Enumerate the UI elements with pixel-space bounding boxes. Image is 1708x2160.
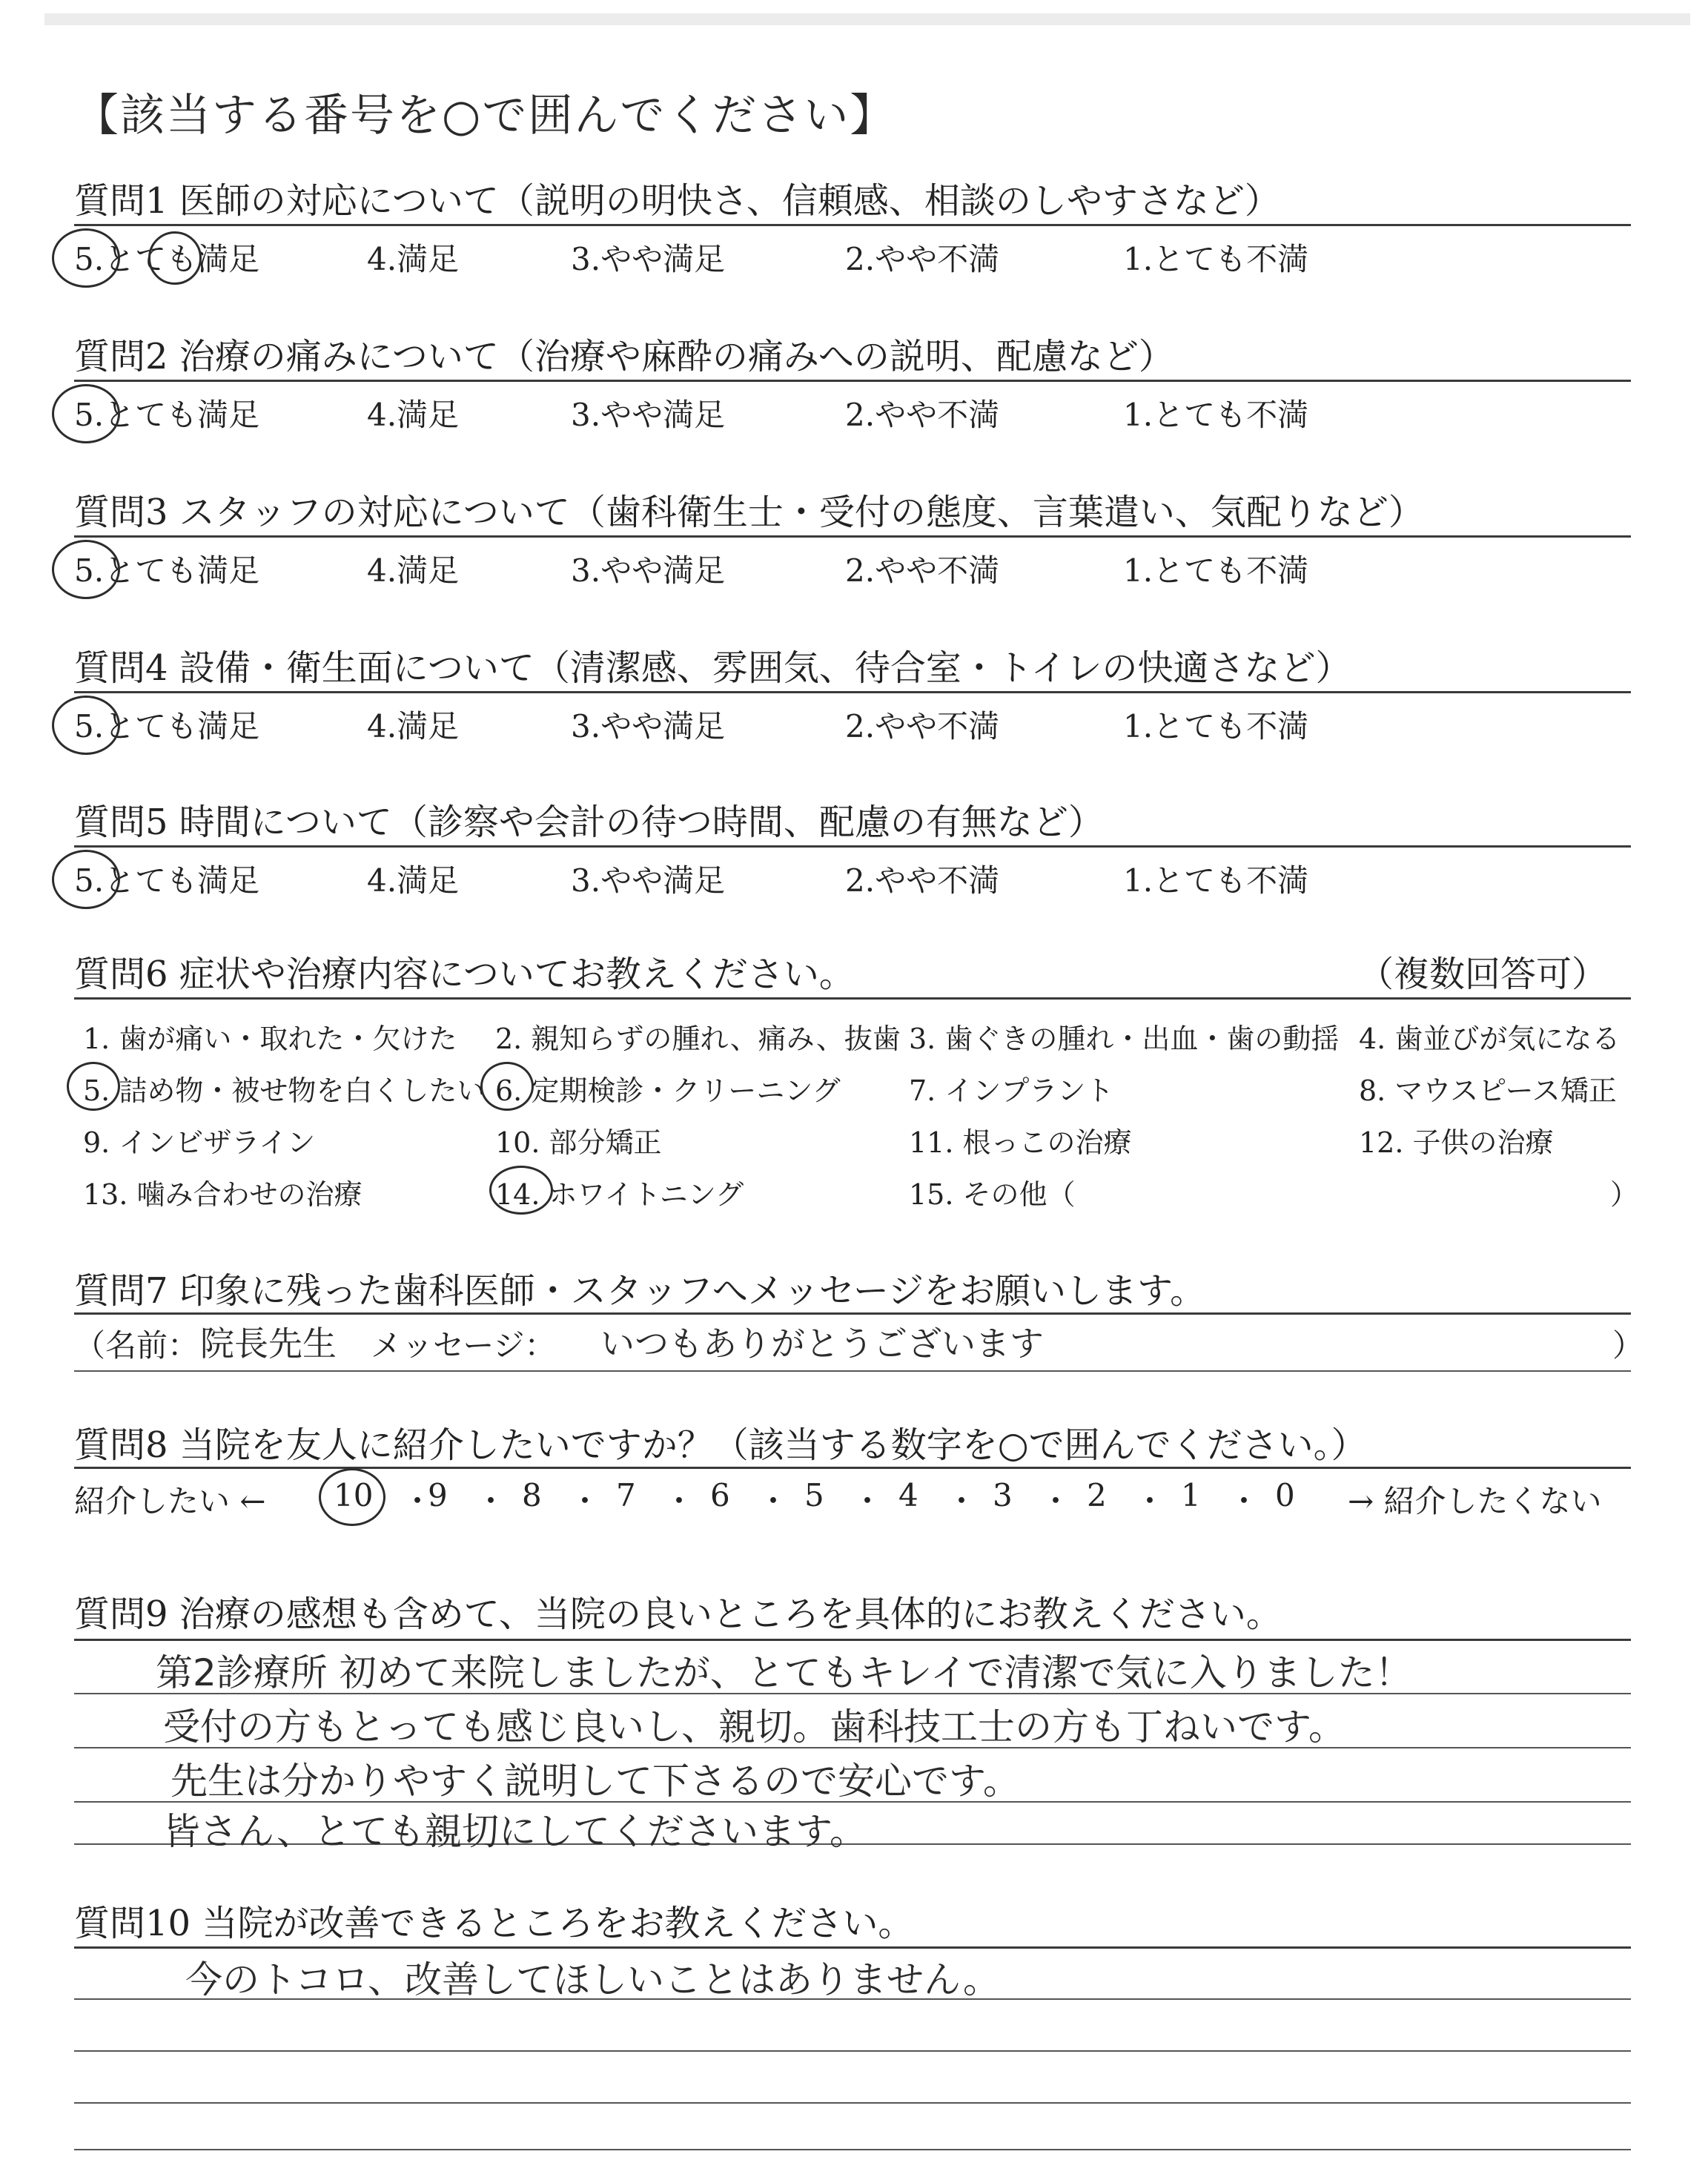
q3-selected-circle bbox=[52, 540, 120, 599]
q6-label: 質問6 症状や治療内容についてお教えください。 bbox=[74, 954, 855, 995]
q6-option-7: 7. インプラント bbox=[909, 1074, 1114, 1107]
q4-option-2: 2.やや不満 bbox=[845, 708, 1000, 744]
q1-selected-circle bbox=[52, 228, 120, 288]
q2-label: 質問2 治療の痛みについて（治療や麻酔の痛みへの説明、配慮など） bbox=[74, 336, 1174, 377]
q9-answer-line-1: 第2診療所 初めて来院しましたが、とてもキレイで清潔で気に入りました！ bbox=[156, 1651, 1412, 1694]
q5-rule bbox=[74, 845, 1631, 848]
q8-scale-6: 6 bbox=[710, 1477, 730, 1513]
q4-rule bbox=[74, 691, 1631, 693]
q10-line-5 bbox=[74, 2149, 1631, 2150]
q8-scale-10: 10 bbox=[334, 1477, 374, 1513]
q7-message-handwritten: いつもありがとうございます bbox=[600, 1324, 1044, 1364]
q9-answer-line-2: 受付の方もとっても感じ良いし、親切。歯科技工士の方も丁ねいです。 bbox=[163, 1705, 1345, 1748]
q10-answer-line-1: 今のトコロ、改善してほしいことはありません。 bbox=[185, 1958, 1000, 2001]
q8-scale-dot: ・ bbox=[758, 1483, 790, 1519]
q8-scale-dot: ・ bbox=[946, 1483, 978, 1519]
q8-scale-0: 0 bbox=[1275, 1477, 1295, 1513]
q4-option-5: 5.とても満足 bbox=[74, 708, 260, 744]
q1-label: 質問1 医師の対応について（説明の明快さ、信頼感、相談のしやすさなど） bbox=[74, 180, 1280, 222]
q10-line-4 bbox=[74, 2102, 1631, 2104]
q3-option-1: 1.とても不満 bbox=[1123, 552, 1309, 589]
q5-option-4: 4.満足 bbox=[367, 862, 460, 899]
q1-extra-circle bbox=[148, 231, 202, 285]
q9-line-1 bbox=[74, 1639, 1631, 1641]
q5-option-3: 3.やや満足 bbox=[571, 862, 726, 899]
q7-close-paren: ） bbox=[1612, 1327, 1644, 1364]
q6-option-16: ） bbox=[1610, 1178, 1639, 1211]
q4-option-4: 4.満足 bbox=[367, 708, 460, 744]
page-title: 【該当する番号を○で囲んでください】 bbox=[74, 90, 896, 142]
q2-option-3: 3.やや満足 bbox=[571, 397, 726, 433]
q1-option-2: 2.やや不満 bbox=[845, 241, 1000, 277]
q6-option-3: 3. 歯ぐきの腫れ・出血・歯の動揺 bbox=[909, 1023, 1340, 1055]
q8-scale-3: 3 bbox=[993, 1477, 1013, 1513]
q7-label: 質問7 印象に残った歯科医師・スタッフへメッセージをお願いします。 bbox=[74, 1270, 1206, 1312]
q2-selected-circle bbox=[52, 384, 120, 443]
q8-scale-1: 1 bbox=[1181, 1477, 1201, 1513]
q6-option-9: 9. インビザライン bbox=[83, 1126, 316, 1159]
q6-option-1: 1. 歯が痛い・取れた・欠けた bbox=[83, 1023, 457, 1055]
q8-label: 質問8 当院を友人に紹介したいですか？（該当する数字を○で囲んでください。） bbox=[74, 1424, 1367, 1466]
q8-scale-dot: ・ bbox=[663, 1483, 695, 1519]
q3-rule bbox=[74, 535, 1631, 538]
q8-scale-4: 4 bbox=[898, 1477, 918, 1513]
q6-option-14: 14. ホワイトニング bbox=[495, 1178, 744, 1211]
q3-option-3: 3.やや満足 bbox=[571, 552, 726, 589]
q10-line-1 bbox=[74, 1946, 1631, 1949]
q8-scale-9: 9 bbox=[428, 1477, 448, 1513]
q6-option-5: 5. 詰め物・被せ物を白くしたい bbox=[83, 1074, 486, 1107]
q1-rule bbox=[74, 224, 1631, 226]
q6-option-13: 13. 噛み合わせの治療 bbox=[83, 1178, 363, 1211]
q5-label: 質問5 時間について（診察や会計の待つ時間、配慮の有無など） bbox=[74, 802, 1104, 843]
q6-option-6: 6. 定期検診・クリーニング bbox=[495, 1074, 841, 1107]
q5-option-5: 5.とても満足 bbox=[74, 862, 260, 899]
q4-option-3: 3.やや満足 bbox=[571, 708, 726, 744]
q6-option-4: 4. 歯並びが気になる bbox=[1359, 1023, 1621, 1055]
q10-line-3 bbox=[74, 2050, 1631, 2052]
q5-option-2: 2.やや不満 bbox=[845, 862, 1000, 899]
q8-scale-2: 2 bbox=[1087, 1477, 1107, 1513]
q8-scale-5: 5 bbox=[804, 1477, 824, 1513]
q6-circle-6 bbox=[480, 1062, 534, 1111]
q1-option-5: 5.とても満足 bbox=[74, 241, 260, 277]
q6-circle-5 bbox=[67, 1062, 120, 1111]
q6-option-12: 12. 子供の治療 bbox=[1359, 1126, 1554, 1159]
q9-answer-line-4: 皆さん、とても親切にしてくださいます。 bbox=[163, 1810, 867, 1853]
q6-option-15: 15. その他（ bbox=[909, 1178, 1076, 1211]
q7-rule bbox=[74, 1312, 1631, 1315]
q4-label: 質問4 設備・衛生面について（清潔感、雰囲気、待合室・トイレの快適さなど） bbox=[74, 647, 1351, 689]
q9-label: 質問9 治療の感想も含めて、当院の良いところを具体的にお教えください。 bbox=[74, 1593, 1282, 1635]
q8-scale-dot: ・ bbox=[852, 1483, 884, 1519]
q1-option-4: 4.満足 bbox=[367, 241, 460, 277]
q1-option-3: 3.やや満足 bbox=[571, 241, 726, 277]
q8-left-label: 紹介したい ← bbox=[74, 1483, 266, 1519]
q6-multi-note: （複数回答可） bbox=[1358, 954, 1608, 995]
q3-option-5: 5.とても満足 bbox=[74, 552, 260, 589]
q7-name-handwritten: 院長先生 bbox=[200, 1324, 337, 1364]
q7-name-label: （名前： bbox=[74, 1327, 199, 1364]
q4-option-1: 1.とても不満 bbox=[1123, 708, 1309, 744]
q2-rule bbox=[74, 380, 1631, 382]
q8-scale-dot: ・ bbox=[402, 1483, 434, 1519]
q9-answer-line-3: 先生は分かりやすく説明して下さるので安心です。 bbox=[171, 1760, 1020, 1803]
q8-scale-dot: ・ bbox=[1228, 1483, 1260, 1519]
q4-selected-circle bbox=[52, 696, 120, 755]
q8-scale-dot: ・ bbox=[1040, 1483, 1072, 1519]
q8-rule bbox=[74, 1467, 1631, 1469]
scan-edge bbox=[44, 13, 1690, 25]
q8-scale-dot: ・ bbox=[569, 1483, 601, 1519]
q6-option-8: 8. マウスピース矯正 bbox=[1359, 1074, 1617, 1107]
q2-option-5: 5.とても満足 bbox=[74, 397, 260, 433]
q7-message-label: メッセージ： bbox=[371, 1327, 556, 1364]
q8-scale-dot: ・ bbox=[475, 1483, 507, 1519]
q5-selected-circle bbox=[52, 850, 120, 909]
q5-option-1: 1.とても不満 bbox=[1123, 862, 1309, 899]
q8-scale-7: 7 bbox=[616, 1477, 636, 1513]
q8-selected-circle bbox=[319, 1468, 385, 1526]
q2-option-4: 4.満足 bbox=[367, 397, 460, 433]
q2-option-2: 2.やや不満 bbox=[845, 397, 1000, 433]
q8-right-label: → 紹介したくない bbox=[1348, 1483, 1602, 1519]
q6-rule bbox=[74, 997, 1631, 1000]
q3-option-2: 2.やや不満 bbox=[845, 552, 1000, 589]
q1-option-1: 1.とても不満 bbox=[1123, 241, 1309, 277]
q6-circle-14 bbox=[489, 1166, 553, 1215]
q3-option-4: 4.満足 bbox=[367, 552, 460, 589]
q8-scale-dot: ・ bbox=[1134, 1483, 1166, 1519]
q6-option-2: 2. 親知らずの腫れ、痛み、抜歯 bbox=[495, 1023, 901, 1055]
q10-label: 質問10 当院が改善できるところをお教えください。 bbox=[74, 1903, 914, 1944]
q8-scale-8: 8 bbox=[522, 1477, 542, 1513]
q6-option-11: 11. 根っこの治療 bbox=[909, 1126, 1132, 1159]
q7-underline bbox=[74, 1370, 1631, 1372]
q6-option-10: 10. 部分矯正 bbox=[495, 1126, 662, 1159]
q3-label: 質問3 スタッフの対応について（歯科衛生士・受付の態度、言葉遣い、気配りなど） bbox=[74, 492, 1424, 533]
q2-option-1: 1.とても不満 bbox=[1123, 397, 1309, 433]
